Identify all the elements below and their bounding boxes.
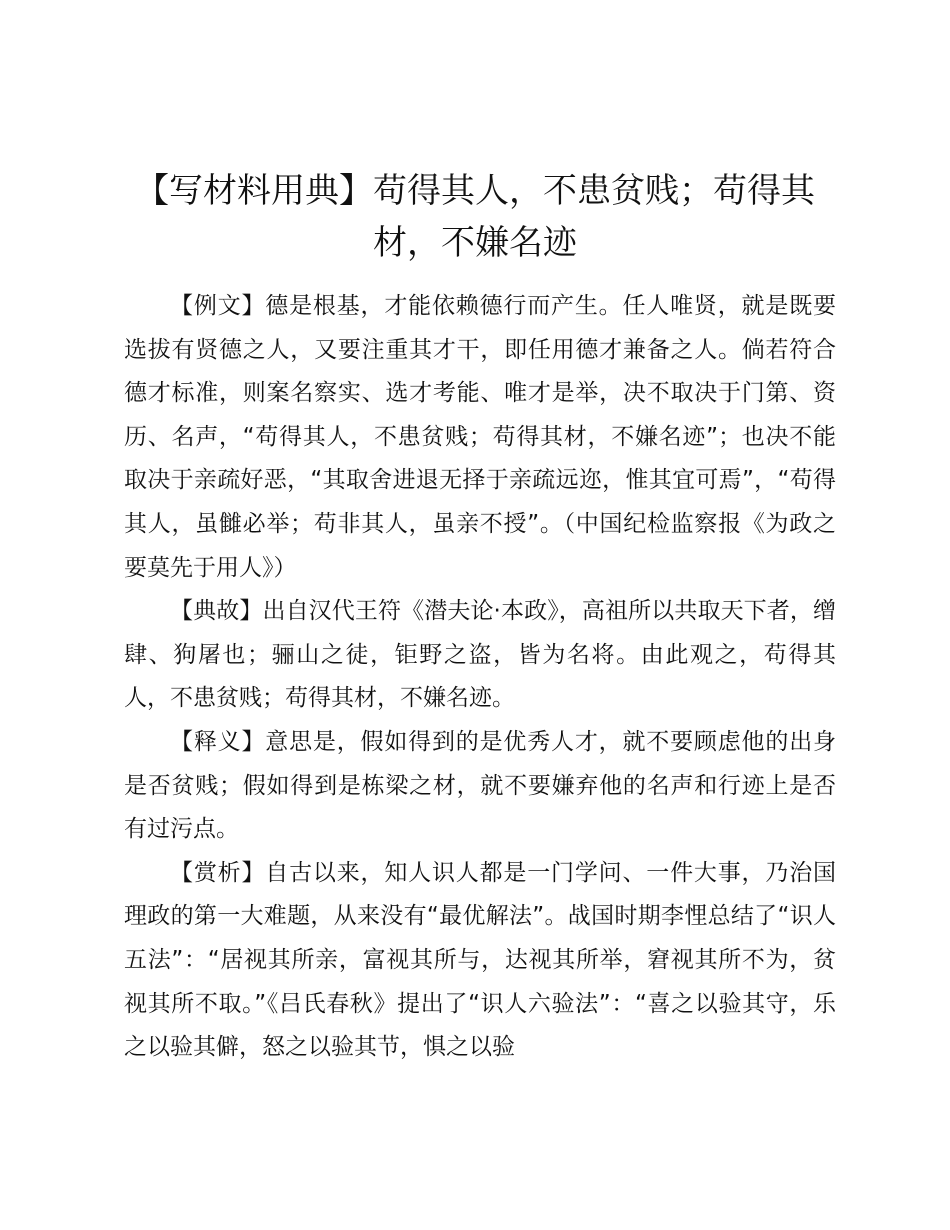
paragraph-label: 【例文】	[170, 293, 266, 319]
paragraph-text: 自古以来，知人识人都是一门学问、一件大事，乃治国理政的第一大难题，从来没有“最优解法”。战国时期李悝总结了“识人五法”：“居视其所亲，富视其所与，达视其所举，窘视其所不为，贫视其所不取。”《吕氏春秋》提出了“识人六验法”：“喜之以验其守，乐之以验其僻，怒之以验其节，惧之以验	[124, 859, 837, 1061]
paragraph-text: 德是根基，才能依赖德行而产生。任人唯贤，就是既要选拔有贤德之人，又要注重其才干，即任用德才兼备之人。倘若符合德才标准，则案名察实、选才考能、唯才是举，决不取决于门第、资历、名声，“苟得其人，不患贫贱；苟得其材，不嫌名迹”；也决不能取决于亲疏好恶，“其取舍进退无择于亲疏远迩，惟其宜可焉”，“苟得其人，虽雠必举；苟非其人，虽亲不授”。（中国纪检监察报《为政之要莫先于用人》）	[124, 293, 837, 581]
paragraph-allusion	[124, 590, 836, 721]
paragraph-example	[124, 285, 836, 590]
paragraph-text: 意思是，假如得到的是优秀人才，就不要顾虑他的出身是否贫贱；假如得到是栋梁之材，就不要嫌弃他的名声和行迹上是否有过污点。	[124, 728, 837, 843]
document-body	[124, 285, 836, 1070]
paragraph-label: 【赏析】	[170, 859, 266, 886]
paragraph-appreciation	[124, 852, 836, 1070]
paragraph-label: 【释义】	[170, 728, 266, 755]
document-title: 【写材料用典】苟得其人，不患贫贱；苟得其材，不嫌名迹	[135, 171, 815, 263]
paragraph-label: 【典故】	[170, 598, 263, 625]
paragraph-text: 出自汉代王符《潜夫论·本政》，高祖所以共取天下者，缯肆、狗屠也；骊山之徒，钜野之盗，皆为名将。由此观之，苟得其人，不患贫贱；苟得其材，不嫌名迹。	[124, 598, 837, 712]
paragraph-meaning	[124, 721, 836, 852]
